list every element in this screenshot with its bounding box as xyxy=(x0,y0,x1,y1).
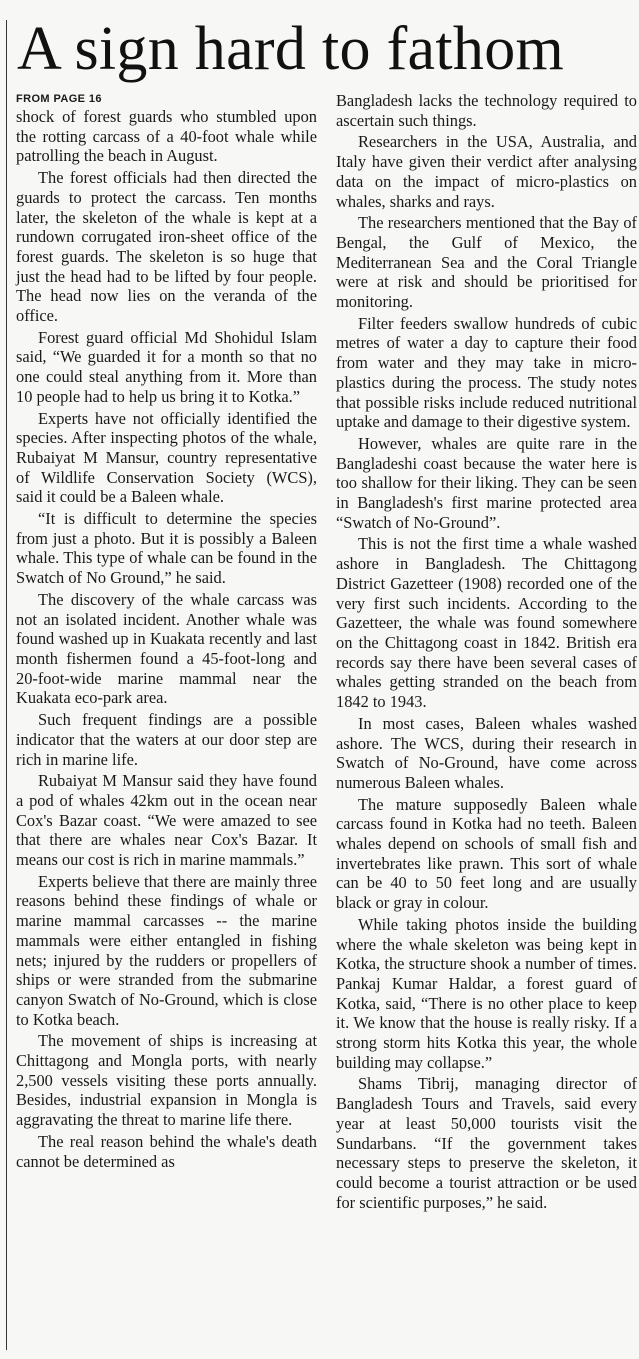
paragraph: The real reason behind the whale's death cannot be determined as xyxy=(16,1131,317,1171)
paragraph: The researchers mentioned that the Bay of Bengal, the Gulf of Mexico, the Mediterranean Sea and the Coral Triangle were at risk and should be prioritised for monitoring. xyxy=(336,213,637,312)
article-column-right xyxy=(336,91,637,1214)
column-rule xyxy=(6,20,7,1350)
paragraph: Researchers in the USA, Australia, and Italy have given their verdict after analysing data on the impact of micro-plastics on whales, sharks and rays. xyxy=(336,132,637,211)
paragraph: While taking photos inside the building where the whale skeleton was being kept in Kotka, the structure shook a number of times. Pankaj Kumar Haldar, a forest guard of Kotka, said, “There is no other place to keep it. We know that the house is really risky. If a strong storm hits Kotka this year, the whole building may collapse.” xyxy=(336,914,637,1072)
paragraph: Bangladesh lacks the technology required to ascertain such things. xyxy=(336,91,637,130)
continued-from-label: FROM PAGE 16 xyxy=(16,93,102,105)
paragraph: In most cases, Baleen whales washed ashore. The WCS, during their research in Swatch of No-Ground, have come across numerous Baleen whales. xyxy=(336,713,637,792)
paragraph: The mature supposedly Baleen whale carcass found in Kotka had no teeth. Baleen whales depend on schools of small fish and invertebrates like prawn. This sort of whale can be 40 to 50 feet long and are usually black or gray in colour. xyxy=(336,794,637,913)
paragraph: Experts believe that there are mainly three reasons behind these findings of whale or marine mammal carcasses -- the marine mammals were either entangled in fishing nets; injured by the rudders or propellers of ships or were stranded from the submarine canyon Swatch of No-Ground, which is close to Kotka beach. xyxy=(16,871,317,1029)
paragraph: The forest officials had then directed the guards to protect the carcass. Ten months later, the skeleton of the whale is kept at a rundown corrugated iron-sheet office of the forest guards. The skeleton is so huge that just the head had to be lifted by four people. The head now lies on the veranda of the office. xyxy=(16,168,317,326)
paragraph: Filter feeders swallow hundreds of cubic metres of water a day to capture their food from water and they may take in micro-plastics during the process. The study notes that possible risks include reduced nutritional uptake and damage to their digestive system. xyxy=(336,313,637,432)
paragraph: Experts have not officially identified the species. After inspecting photos of the whale, Rubaiyat M Mansur, country representative of Wildlife Conservation Society (WCS), said it could be a Baleen whale. xyxy=(16,408,317,507)
article-column-left xyxy=(16,91,317,1173)
paragraph: However, whales are quite rare in the Bangladeshi coast because the water here is too shallow for their liking. They can be seen in Bangladesh's first marine protected area “Swatch of No-Ground”. xyxy=(336,433,637,532)
paragraph: The discovery of the whale carcass was not an isolated incident. Another whale was found washed up in Kuakata recently and last month fishermen found a 45-foot-long and 20-foot-wide marine mammal near the Kuakata eco-park area. xyxy=(16,589,317,708)
paragraph: Such frequent findings are a possible indicator that the waters at our door step are rich in marine life. xyxy=(16,710,317,769)
paragraph: The movement of ships is increasing at Chittagong and Mongla ports, with nearly 2,500 vessels visiting these ports annually. Besides, industrial expansion in Mongla is aggravating the threat to marine life there. xyxy=(16,1031,317,1130)
headline: A sign hard to fathom xyxy=(17,15,565,83)
paragraph: “It is difficult to determine the species from just a photo. But it is possibly a Baleen whale. This type of whale can be found in the Swatch of No Ground,” he said. xyxy=(16,509,317,588)
paragraph: Forest guard official Md Shohidul Islam said, “We guarded it for a month so that no one could steal anything from it. More than 10 people had to help us bring it to Kotka.” xyxy=(16,327,317,406)
paragraph: shock of forest guards who stumbled upon the rotting carcass of a 40-foot whale while patrolling the beach in August. xyxy=(16,107,317,166)
paragraph: Rubaiyat M Mansur said they have found a pod of whales 42km out in the ocean near Cox's Bazar coast. “We were amazed to see that there are whales near Cox's Bazar. It means our cost is rich in marine mammals.” xyxy=(16,771,317,870)
paragraph: This is not the first time a whale washed ashore in Bangladesh. The Chittagong District Gazetteer (1908) recorded one of the very first such incidents. According to the Gazetteer, the whale was found somewhere on the Chittagong coast in 1842. British era records say there have been several cases of whales getting stranded on the beach from 1842 to 1943. xyxy=(336,534,637,712)
paragraph: Shams Tibrij, managing director of Bangladesh Tours and Travels, said every year at least 50,000 tourists visit the Sundarbans. “If the government takes necessary steps to preserve the skeleton, it could become a tourist attraction or be used for scientific purposes,” he said. xyxy=(336,1074,637,1212)
